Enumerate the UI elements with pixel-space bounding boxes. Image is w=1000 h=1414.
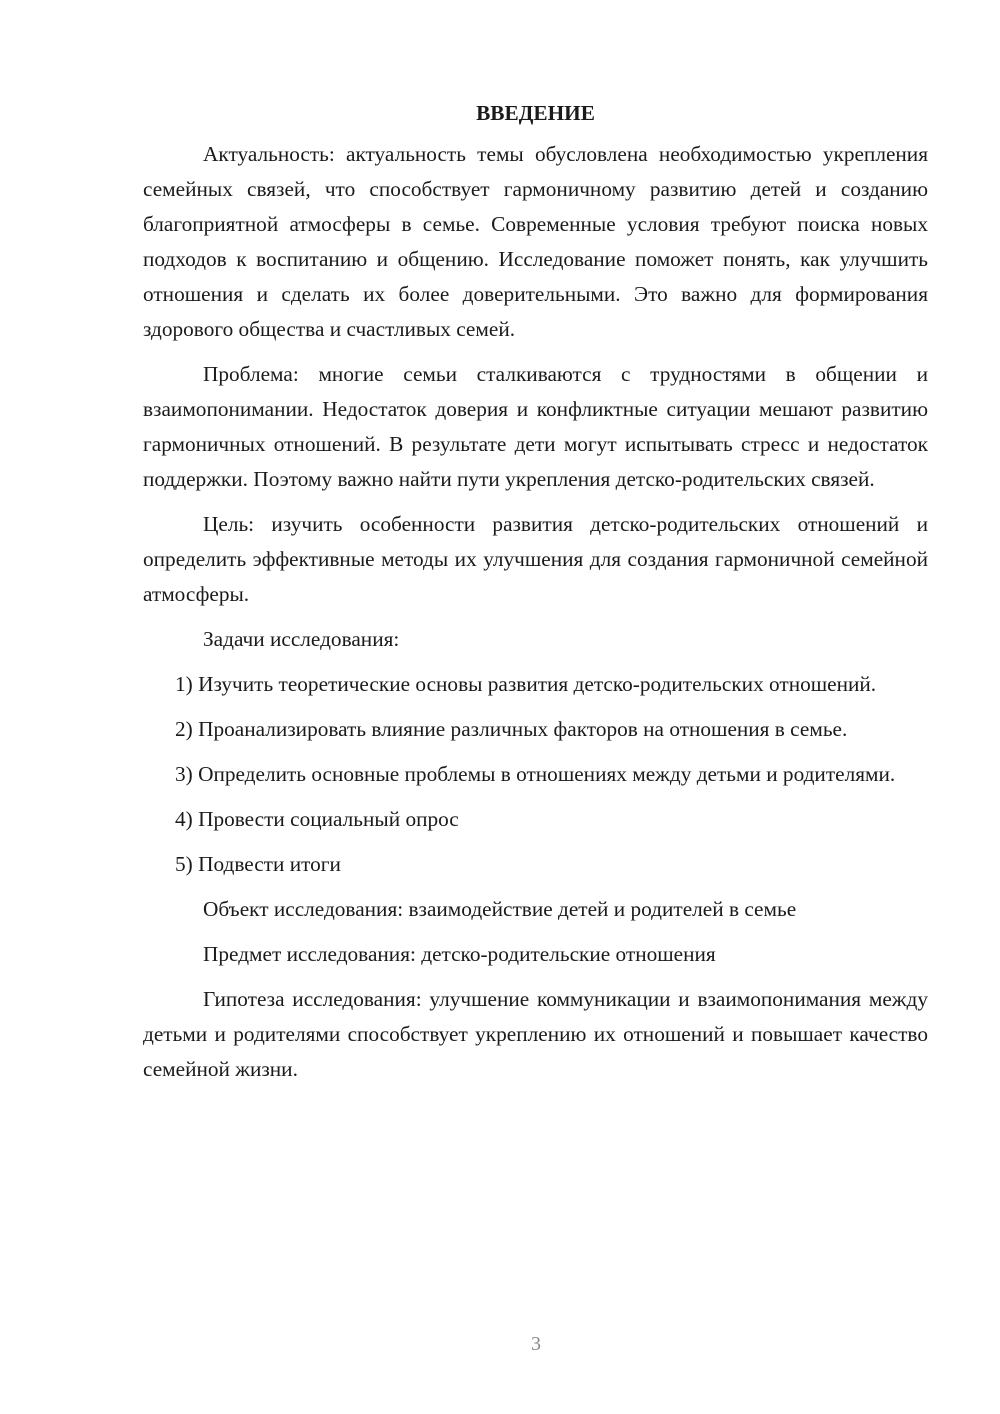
task-item-5: 5) Подвести итоги — [175, 852, 341, 876]
relevance-paragraph: Актуальность: актуальность темы обусловлена необходимостью укрепления семейных связей, что способствует гармоничному развитию детей и созданию благоприятной атмосферы в семье. Современные условия требуют поиска новых подходов к воспитанию и общению. Исследование поможет понять, как улучшить отношения и сделать их более доверительными. Это важно для формирования здорового общества и счастливых семей. — [143, 142, 928, 341]
page-number: 3 — [531, 1333, 541, 1355]
hypothesis-paragraph: Гипотеза исследования: улучшение коммуникации и взаимопонимания между детьми и родителями способствует укреплению их отношений и повышает качество семейной жизни. — [143, 987, 928, 1081]
document-body — [143, 96, 928, 1097]
tasks-heading: Задачи исследования: — [203, 627, 400, 651]
goal-paragraph: Цель: изучить особенности развития детско-родительских отношений и определить эффективные методы их улучшения для создания гармоничной семейной атмосферы. — [143, 512, 928, 606]
task-item-3: 3) Определить основные проблемы в отношениях между детьми и родителями. — [175, 762, 896, 786]
task-item-1: 1) Изучить теоретические основы развития детско-родительских отношений. — [175, 672, 877, 696]
task-item-4: 4) Провести социальный опрос — [175, 807, 459, 831]
object-paragraph: Объект исследования: взаимодействие детей и родителей в семье — [203, 897, 797, 921]
task-item-2: 2) Проанализировать влияние различных факторов на отношения в семье. — [175, 717, 848, 741]
problem-paragraph: Проблема: многие семьи сталкиваются с трудностями в общении и взаимопонимании. Недостаток доверия и конфликтные ситуации мешают развитию гармоничных отношений. В результате дети могут испытывать стресс и недостаток поддержки. Поэтому важно найти пути укрепления детско-родительских связей. — [143, 362, 928, 491]
subject-paragraph: Предмет исследования: детско-родительские отношения — [203, 942, 716, 966]
page-title: ВВЕДЕНИЕ — [476, 101, 595, 125]
